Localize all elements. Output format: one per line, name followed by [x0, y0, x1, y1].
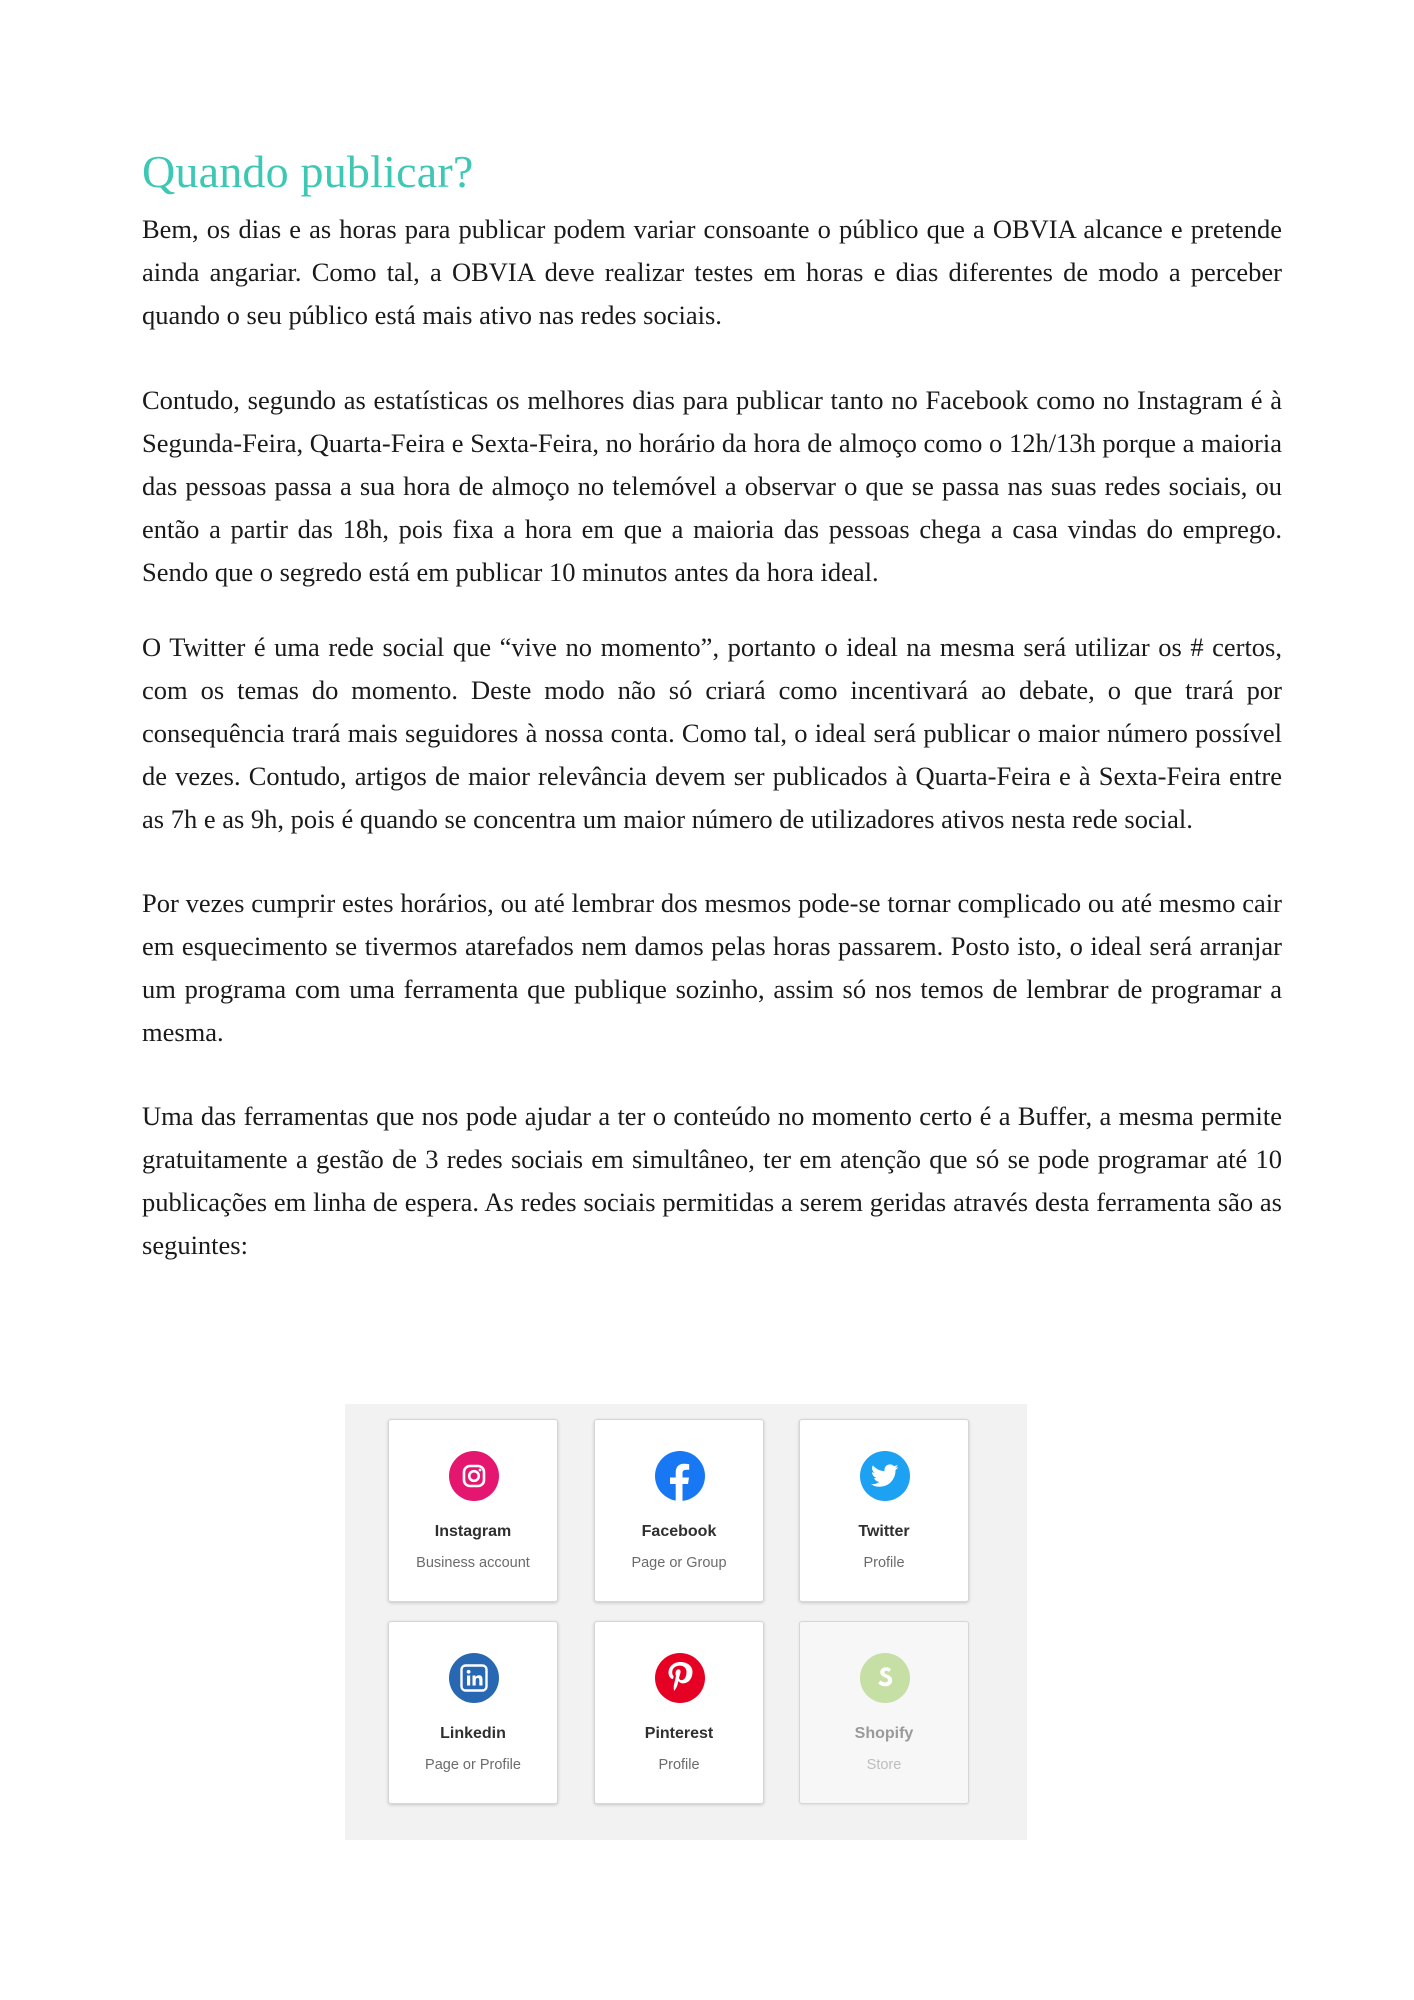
linkedin-icon: [449, 1653, 499, 1703]
page-title: Quando publicar?: [142, 146, 474, 197]
paragraph-buffer: Uma das ferramentas que nos pode ajudar a ter o conteúdo no momento certo é a Buffer, a mesma permite gratuitamente a gestão de 3 redes sociais em simultâneo, ter em atenção que só se pode programar até 10 publicações em linha de espera. As redes sociais permitidas a serem geridas através desta ferramenta são as seguintes:: [142, 1101, 1282, 1260]
paragraph-facebook-instagram: Contudo, segundo as estatísticas os melhores dias para publicar tanto no Facebook como no Instagram é à Segunda-Feira, Quarta-Feira e Sexta-Feira, no horário da hora de almoço como o 12h/13h porque a maioria das pessoas passa a sua hora de almoço no telemóvel a observar o que se passa nas suas redes sociais, ou então a partir das 18h, pois fixa a hora em que a maioria das pessoas chega a casa vindas do emprego. Sendo que o segredo está em publicar 10 minutos antes da hora ideal.: [142, 385, 1282, 587]
network-subtitle: Page or Profile: [425, 1757, 521, 1773]
paragraph-intro: Bem, os dias e as horas para publicar podem variar consoante o público que a OBVIA alcance e pretende ainda angariar. Como tal, a OBVIA deve realizar testes em horas e dias diferentes de modo a perceber quando o seu público está mais ativo nas redes sociais.: [142, 214, 1282, 330]
network-card-pinterest[interactable]: [594, 1621, 764, 1804]
pinterest-icon: [655, 1653, 705, 1703]
network-subtitle: Store: [866, 1757, 902, 1773]
shopify-icon: [860, 1653, 910, 1703]
instagram-icon: [449, 1451, 499, 1501]
facebook-icon: [655, 1451, 705, 1501]
network-card-linkedin[interactable]: [388, 1621, 558, 1804]
network-card-twitter[interactable]: [799, 1419, 969, 1602]
buffer-networks-screenshot: [345, 1404, 1027, 1840]
paragraph-twitter: O Twitter é uma rede social que “vive no momento”, portanto o ideal na mesma será utilizar os # certos, com os temas do momento. Deste modo não só criará como incentivará ao debate, o que trará por consequência trará mais seguidores à nossa conta. Como tal, o ideal será publicar o maior número possível de vezes. Contudo, artigos de maior relevância devem ser publicados à Quarta-Feira e à Sexta-Feira entre as 7h e as 9h, pois é quando se concentra um maior número de utilizadores ativos nesta rede social.: [142, 632, 1282, 834]
network-name: Pinterest: [644, 1725, 714, 1742]
network-subtitle: Profile: [658, 1757, 700, 1773]
network-name: Twitter: [858, 1523, 910, 1540]
twitter-icon: [860, 1451, 910, 1501]
network-card-shopify: [799, 1621, 969, 1804]
paragraph-scheduling: Por vezes cumprir estes horários, ou até lembrar dos mesmos pode-se tornar complicado ou até mesmo cair em esquecimento se tivermos atarefados nem damos pelas horas passarem. Posto isto, o ideal será arranjar um programa com uma ferramenta que publique sozinho, assim só nos temos de lembrar de programar a mesma.: [142, 888, 1282, 1047]
network-card-facebook[interactable]: [594, 1419, 764, 1602]
network-name: Instagram: [434, 1523, 512, 1540]
network-name: Facebook: [641, 1523, 717, 1540]
network-subtitle: Profile: [863, 1555, 905, 1571]
network-name: Linkedin: [440, 1725, 506, 1742]
network-subtitle: Business account: [416, 1555, 530, 1571]
document-body: [142, 140, 1282, 1267]
network-subtitle: Page or Group: [631, 1555, 727, 1571]
network-name: Shopify: [854, 1725, 914, 1742]
network-card-instagram[interactable]: [388, 1419, 558, 1602]
